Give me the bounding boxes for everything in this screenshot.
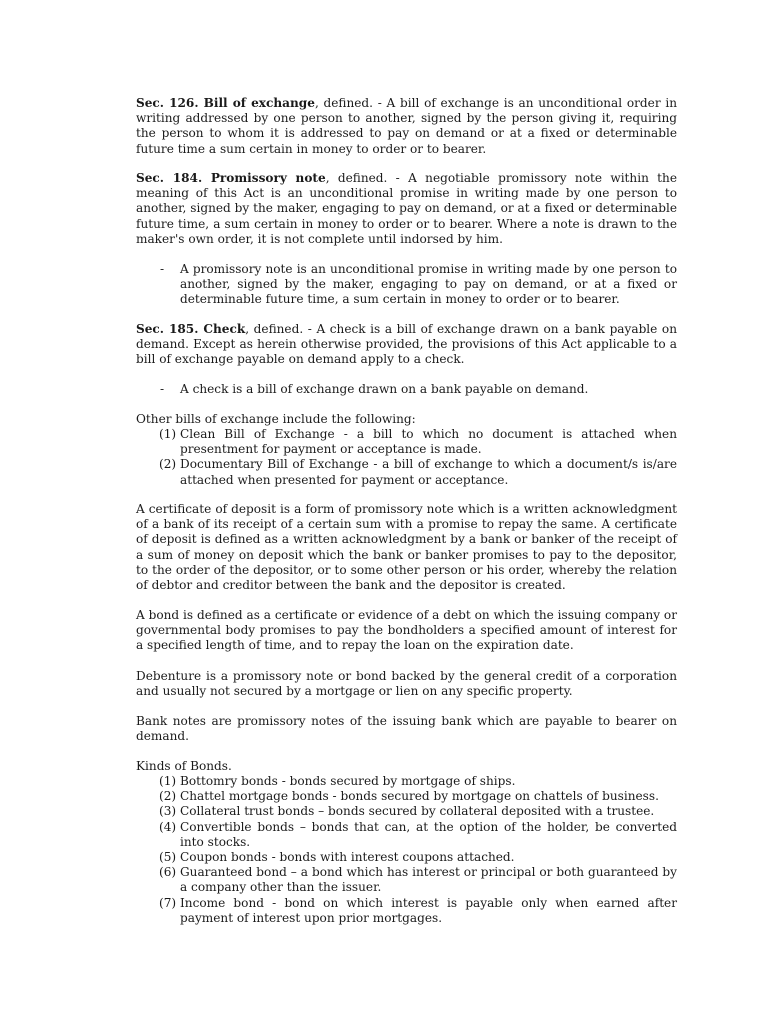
- list-item: [160, 850, 677, 865]
- list-item: [160, 427, 677, 457]
- sec-126-heading: Sec. 126. Bill of exchange: [136, 96, 315, 110]
- list-item-text: Collateral trust bonds – bonds secured by collateral deposited with a trustee.: [180, 804, 655, 819]
- kinds-of-bonds-intro: Kinds of Bonds.: [136, 759, 232, 773]
- other-bills-list: [160, 427, 677, 488]
- other-bills-intro: Other bills of exchange include the following:: [136, 412, 416, 426]
- list-number: (2): [159, 457, 177, 472]
- list-item-text: Convertible bonds – bonds that can, at the option of the holder, be converted into stocks.: [180, 819, 677, 849]
- sec-184-paragraph: [136, 171, 677, 247]
- sec-184-bullet: [160, 262, 677, 308]
- list-item-text: Income bond - bond on which interest is payable only when earned after payment of interest upon prior mortgages.: [180, 895, 677, 925]
- list-item-text: Chattel mortgage bonds - bonds secured by mortgage on chattels of business.: [180, 789, 659, 804]
- list-item-text: Documentary Bill of Exchange - a bill of exchange to which a document/s is/are attached when presented for payment or acceptance.: [180, 457, 677, 487]
- sec-184-bullet-text: A promissory note is an unconditional promise in writing made by one person to another, signed by the maker, engaging to pay on demand, or at a fixed or determinable future time, a sum certain in money to order or to bearer.: [180, 262, 677, 307]
- list-number: (6): [159, 865, 177, 880]
- list-item-text: Coupon bonds - bonds with interest coupons attached.: [180, 850, 515, 865]
- sec-185-text: , defined. - A check is a bill of exchange drawn on a bank payable on demand. Except as herein otherwise provided, the provisions of this Act applicable to a bill of exchange payable on demand apply to a check.: [136, 322, 677, 367]
- sec-185-paragraph: [136, 322, 677, 368]
- list-item: [160, 865, 677, 895]
- sec-185-heading: Sec. 185. Check: [136, 322, 246, 336]
- list-number: (1): [159, 774, 177, 788]
- list-number: (1): [159, 427, 177, 441]
- list-item: [160, 896, 677, 926]
- debenture-paragraph: Debenture is a promissory note or bond backed by the general credit of a corporation and usually not secured by a mortgage or lien on any specific property.: [136, 669, 677, 699]
- sec-184-text: , defined. - A negotiable promissory note within the meaning of this Act is an unconditional promise in writing made by one person to another, signed by the maker, engaging to pay on demand, or at a fixed or determinable future time, a sum certain in money to order or to bearer. Where a note is drawn to the maker's own order, it is not complete until indorsed by him.: [136, 171, 677, 246]
- list-item-text: Clean Bill of Exchange - a bill to which no document is attached when presentment for payment or acceptance is made.: [180, 427, 677, 457]
- list-number: (7): [159, 895, 177, 910]
- list-number: (4): [159, 819, 177, 834]
- kinds-of-bonds-list: [160, 774, 677, 926]
- list-number: (5): [159, 850, 177, 865]
- list-number: (2): [159, 789, 177, 804]
- sec-185-bullet-text: A check is a bill of exchange drawn on a bank payable on demand.: [180, 382, 589, 396]
- list-item: [160, 774, 677, 789]
- sec-126-paragraph: [136, 96, 677, 157]
- list-item-text: Guaranteed bond – a bond which has interest or principal or both guaranteed by a company other than the issuer.: [180, 865, 677, 895]
- sec-185-bullet: [160, 382, 677, 397]
- bank-notes-paragraph: Bank notes are promissory notes of the issuing bank which are payable to bearer on demand.: [136, 714, 677, 744]
- list-item: [160, 789, 677, 804]
- list-item: [160, 457, 677, 487]
- bullet-dash: -: [160, 262, 165, 276]
- certificate-of-deposit-paragraph: A certificate of deposit is a form of promissory note which is a written acknowledgment of a bank of its receipt of a certain sum with a promise to repay the same. A certificate of deposit is defined as a written acknowledgment by a bank or banker of the receipt of a sum of money on deposit which the bank or banker promises to pay to the depositor, to the order of the depositor, or to some other person or his order, whereby the relation of debtor and creditor between the bank and the depositor is created.: [136, 502, 677, 593]
- sec-184-heading: Sec. 184. Promissory note: [136, 171, 326, 185]
- list-item: [160, 820, 677, 850]
- bond-paragraph: A bond is defined as a certificate or evidence of a debt on which the issuing company or governmental body promises to pay the bondholders a specified amount of interest for a specified length of time, and to repay the loan on the expiration date.: [136, 608, 677, 653]
- bullet-dash: -: [160, 382, 165, 396]
- list-item-text: Bottomry bonds - bonds secured by mortgage of ships.: [180, 774, 516, 788]
- sec-126-text: , defined. - A bill of exchange is an unconditional order in writing addressed by one person to another, signed by the person giving it, requiring the person to whom it is addressed to pay on demand or at a fixed or determinable future time a sum certain in money to order or to bearer.: [136, 96, 677, 156]
- list-item: [160, 804, 677, 819]
- list-number: (3): [159, 804, 177, 819]
